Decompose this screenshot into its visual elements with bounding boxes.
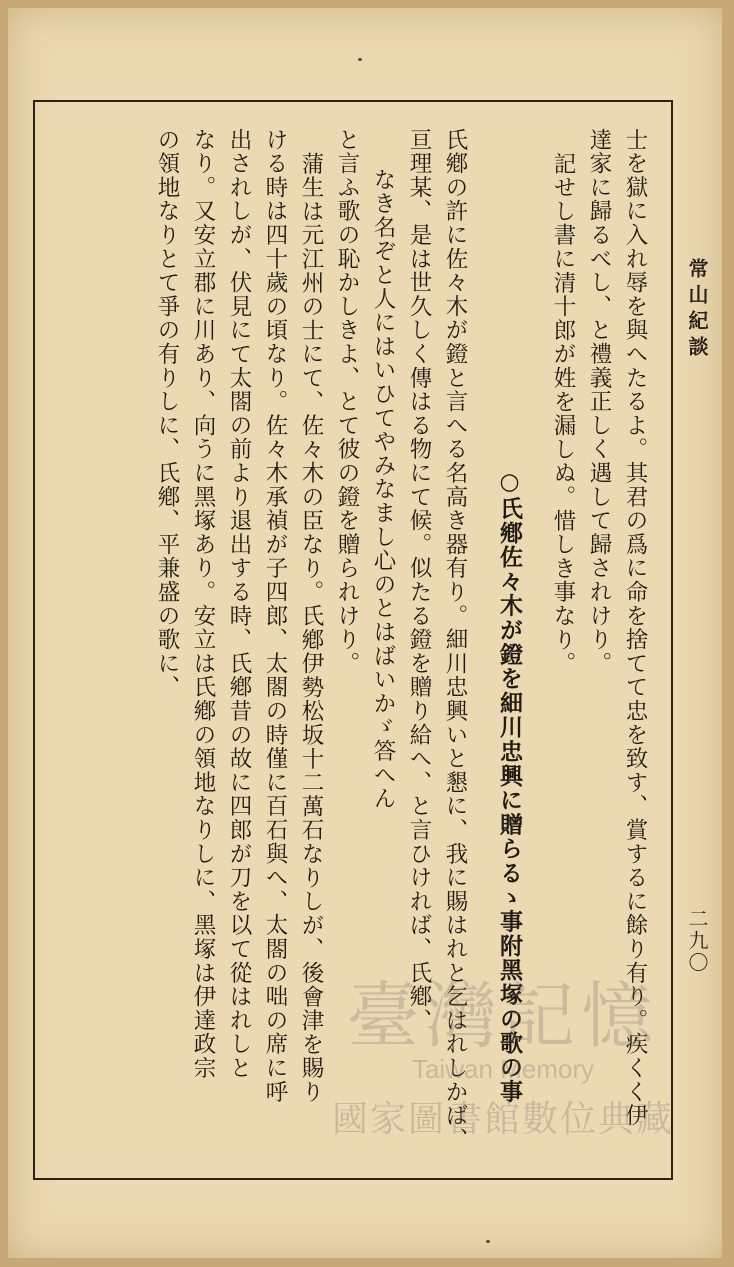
spacer <box>527 128 545 1168</box>
body-line: 蒲生は元江州の士にて、佐々木の臣なり。氏鄕伊勢松坂十二萬石なりしが、後會津を賜り <box>298 152 324 1104</box>
ink-speck <box>486 1240 490 1243</box>
body-line: 亘理某、是は世久しく傳はる物にて候。似たる鐙を贈り給へ、と言ひければ、氏鄕、 <box>406 128 432 1033</box>
poem-line: なき名ぞと人にはいひてやみなまし心のとはばいかゞ答へん <box>370 168 396 811</box>
body-line: 出されしが、伏見にて太閤の前より退出する時、氏鄕昔の故に四郎が刀を以て從はれしと <box>226 128 252 1080</box>
body-line: ける時は四十歲の頃なり。佐々木承禎が子四郎、太閤の時僅に百石與へ、太閤の咄の席に呼 <box>262 128 288 1104</box>
page-body <box>53 128 653 1168</box>
watermark-title: 臺灣記憶 <box>346 974 659 1058</box>
page-number: 二九〇 <box>685 908 709 974</box>
watermark-subtitle: Taiwan Memory <box>411 1054 595 1084</box>
body-line: 記せし書に清十郎が姓を漏しぬ。惜しき事なり。 <box>550 152 576 676</box>
ink-speck <box>358 58 362 61</box>
body-line: 士を獄に入れ辱を與へたるよ。其君の爲に命を捨てて忠を致す、賞するに餘り有り。疾くく伊 <box>622 128 648 1128</box>
book-page <box>8 8 722 1258</box>
section-heading: ○氏鄕佐々木が鐙を細川忠興に贈らるゝ事附黑塚の歌の事 <box>496 468 523 1104</box>
watermark-library: 國家圖書館數位典藏 <box>331 1099 674 1140</box>
spacer <box>473 128 491 1168</box>
running-header: 常山紀談 <box>685 258 709 362</box>
body-line: 氏鄕の許に佐々木が鐙と言へる名高き器有り。細川忠興いと懇に、我に賜はれと乞はれしかば、 <box>442 128 468 1152</box>
body-line: 達家に歸るべし、と禮義正しく遇して歸されけり。 <box>586 128 612 676</box>
body-line: と言ふ歌の恥かしきよ、とて彼の鐙を贈られけり。 <box>334 128 360 676</box>
body-line: なり。又安立郡に川あり、向うに黑塚あり。安立は氏鄕の領地なりしに、黑塚は伊達政宗 <box>190 128 216 1080</box>
body-line: の領地なりとて爭の有りしに、氏鄕、平兼盛の歌に、 <box>154 128 180 700</box>
